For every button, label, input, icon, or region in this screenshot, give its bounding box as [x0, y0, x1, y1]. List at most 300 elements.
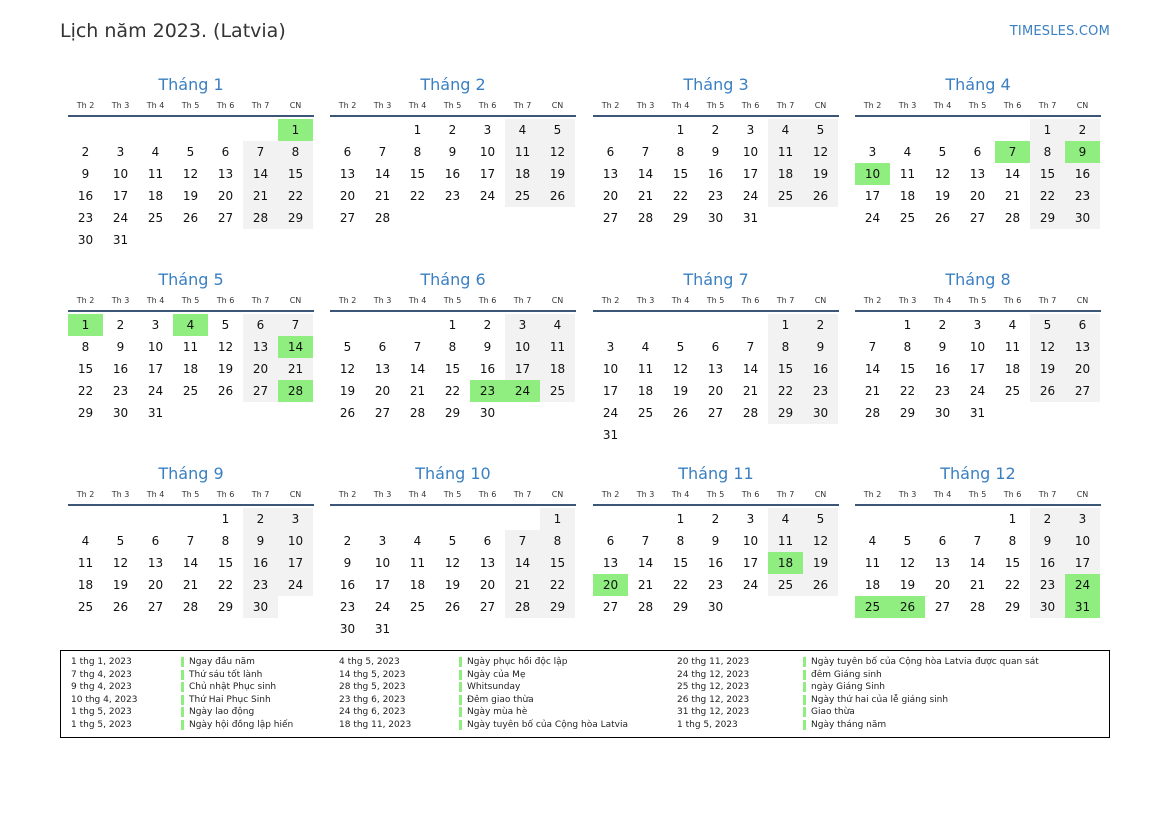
day-cell: 6	[711, 340, 720, 354]
weekday-label: Th 7	[776, 490, 795, 499]
brand-link[interactable]: TIMESLES.COM	[1009, 24, 1110, 39]
day-cell: 28	[374, 211, 391, 225]
day-cell: 25	[768, 185, 803, 207]
legend-item	[71, 681, 293, 694]
day-cell: 2	[938, 318, 947, 332]
legend-column	[677, 656, 1039, 732]
day-cell: 29	[672, 211, 689, 225]
legend-column	[71, 656, 293, 732]
day-cell: 7	[641, 145, 650, 159]
day-cell: 29	[768, 402, 803, 424]
weekday-label: Th 5	[181, 490, 200, 499]
day-cell: 30	[803, 402, 838, 424]
holiday-name: Thứ sáu tốt lành	[189, 669, 263, 680]
day-cell: 8	[903, 340, 912, 354]
weekday-label: Th 3	[898, 296, 917, 305]
day-cell: 9	[343, 556, 352, 570]
day-cell: 19	[444, 578, 461, 592]
day-cell: 19	[899, 578, 916, 592]
weekday-label: CN	[1076, 296, 1089, 305]
day-cell: 3	[746, 512, 755, 526]
weekday-label: Th 4	[408, 101, 427, 110]
day-cell: 22	[1030, 185, 1065, 207]
month-4	[855, 73, 1101, 229]
day-cell: 28	[409, 406, 426, 420]
day-cell: 19	[672, 384, 689, 398]
weekday-label: CN	[1076, 101, 1089, 110]
day-cell: 5	[186, 145, 195, 159]
day-cell: 22	[77, 384, 94, 398]
day-cell: 30	[112, 406, 129, 420]
holiday-name: Ngày mùa hè	[467, 707, 528, 718]
weekday-label: Th 4	[671, 296, 690, 305]
day-cell: 26	[1030, 380, 1065, 402]
weekday-label: Th 2	[863, 490, 882, 499]
day-cell: 25	[77, 600, 94, 614]
holiday-day-cell: 24	[1065, 574, 1100, 596]
day-cell: 26	[934, 211, 951, 225]
day-cell: 16	[112, 362, 129, 376]
day-cell: 17	[505, 358, 540, 380]
weekday-label: Th 7	[251, 296, 270, 305]
day-cell: 19	[803, 552, 838, 574]
holiday-date: 1 thg 5, 2023	[677, 719, 738, 730]
weekday-label: Th 2	[601, 296, 620, 305]
day-cell: 9	[243, 530, 278, 552]
day-cell: 8	[676, 534, 685, 548]
day-cell: 11	[864, 556, 881, 570]
weekday-label: CN	[551, 101, 564, 110]
day-cell: 10	[112, 167, 129, 181]
day-cell: 9	[483, 340, 492, 354]
day-cell: 12	[803, 141, 838, 163]
day-cell: 15	[278, 163, 313, 185]
day-cell: 11	[768, 530, 803, 552]
weekday-label: Th 7	[251, 490, 270, 499]
month-title: Tháng 1	[158, 75, 224, 94]
weekday-label: Th 5	[706, 296, 725, 305]
legend-item	[339, 719, 628, 732]
holiday-marker-icon	[181, 682, 184, 692]
legend-item	[339, 681, 628, 694]
holiday-day-cell: 25	[855, 596, 890, 618]
day-cell: 15	[1004, 556, 1021, 570]
day-grid	[68, 508, 314, 618]
day-cell: 18	[77, 578, 94, 592]
day-cell: 28	[182, 600, 199, 614]
weekday-label: Th 4	[671, 490, 690, 499]
holiday-day-cell: 18	[768, 552, 803, 574]
holiday-marker-icon	[459, 657, 462, 667]
holiday-name: Ngày tuyên bố của Cộng hòa Latvia	[467, 719, 628, 730]
weekday-label: Th 5	[181, 101, 200, 110]
day-cell: 9	[81, 167, 90, 181]
month-1	[68, 73, 314, 251]
day-cell: 24	[147, 384, 164, 398]
day-cell: 8	[1030, 141, 1065, 163]
day-cell: 12	[444, 556, 461, 570]
month-title: Tháng 5	[158, 270, 224, 289]
weekday-label: Th 3	[898, 490, 917, 499]
weekday-label: Th 2	[863, 296, 882, 305]
day-cell: 4	[903, 145, 912, 159]
day-cell: 13	[243, 336, 278, 358]
day-cell: 27	[707, 406, 724, 420]
holiday-name: Ngày tuyên bố của Cộng hòa Latvia được quan sát	[811, 657, 1039, 667]
day-cell: 5	[343, 340, 352, 354]
day-cell: 22	[540, 574, 575, 596]
day-cell: 11	[505, 141, 540, 163]
day-cell: 8	[1008, 534, 1017, 548]
day-grid	[855, 119, 1101, 229]
day-cell: 29	[444, 406, 461, 420]
day-cell: 13	[479, 556, 496, 570]
day-cell: 4	[151, 145, 160, 159]
day-cell: 20	[374, 384, 391, 398]
holiday-name: Giao thừa	[811, 707, 855, 718]
day-cell: 17	[147, 362, 164, 376]
day-cell: 17	[969, 362, 986, 376]
weekday-label: Th 6	[1003, 490, 1022, 499]
holiday-day-cell: 1	[278, 119, 313, 141]
day-cell: 15	[899, 362, 916, 376]
day-cell: 29	[217, 600, 234, 614]
day-cell: 2	[483, 318, 492, 332]
weekday-label: CN	[551, 490, 564, 499]
day-cell: 14	[637, 556, 654, 570]
day-cell: 1	[676, 123, 685, 137]
day-cell: 5	[938, 145, 947, 159]
weekday-label: Th 7	[776, 296, 795, 305]
day-cell: 25	[768, 574, 803, 596]
weekday-header	[593, 99, 839, 117]
day-cell: 19	[1030, 358, 1065, 380]
day-cell: 18	[409, 578, 426, 592]
legend-item	[71, 719, 293, 732]
day-cell: 20	[602, 189, 619, 203]
weekday-label: Th 5	[443, 296, 462, 305]
day-cell: 1	[540, 508, 575, 530]
day-cell: 1	[448, 318, 457, 332]
day-cell: 28	[505, 596, 540, 618]
weekday-label: CN	[814, 490, 827, 499]
weekday-header	[593, 294, 839, 312]
day-cell: 26	[182, 211, 199, 225]
holiday-marker-icon	[181, 707, 184, 717]
day-cell: 23	[707, 578, 724, 592]
day-cell: 11	[899, 167, 916, 181]
day-cell: 1	[903, 318, 912, 332]
weekday-label: Th 7	[1038, 101, 1057, 110]
weekday-label: Th 5	[181, 296, 200, 305]
legend-item	[677, 694, 1039, 707]
day-cell: 3	[278, 508, 313, 530]
weekday-label: Th 4	[146, 101, 165, 110]
day-cell: 18	[899, 189, 916, 203]
day-cell: 11	[77, 556, 94, 570]
day-cell: 15	[409, 167, 426, 181]
day-cell: 22	[409, 189, 426, 203]
weekday-label: Th 2	[76, 296, 95, 305]
day-cell: 26	[339, 406, 356, 420]
day-cell: 7	[868, 340, 877, 354]
holiday-marker-icon	[181, 670, 184, 680]
day-cell: 12	[672, 362, 689, 376]
day-cell: 17	[278, 552, 313, 574]
weekday-label: Th 5	[968, 296, 987, 305]
day-cell: 2	[243, 508, 278, 530]
legend-item	[339, 669, 628, 682]
day-cell: 27	[602, 211, 619, 225]
day-cell: 24	[969, 384, 986, 398]
day-cell: 23	[112, 384, 129, 398]
day-cell: 4	[540, 314, 575, 336]
day-cell: 12	[899, 556, 916, 570]
day-cell: 24	[742, 578, 759, 592]
day-cell: 4	[641, 340, 650, 354]
month-12	[855, 462, 1101, 618]
holiday-day-cell: 31	[1065, 596, 1100, 618]
day-cell: 5	[116, 534, 125, 548]
weekday-label: Th 5	[443, 490, 462, 499]
legend-item	[71, 694, 293, 707]
day-cell: 13	[339, 167, 356, 181]
day-cell: 24	[742, 189, 759, 203]
holiday-marker-icon	[803, 682, 806, 692]
weekday-label: CN	[289, 101, 302, 110]
day-cell: 23	[707, 189, 724, 203]
day-cell: 11	[147, 167, 164, 181]
holiday-marker-icon	[803, 707, 806, 717]
day-cell: 3	[378, 534, 387, 548]
day-cell: 6	[606, 145, 615, 159]
day-cell: 25	[147, 211, 164, 225]
month-title: Tháng 9	[158, 464, 224, 483]
day-cell: 3	[1065, 508, 1100, 530]
weekday-label: Th 6	[216, 296, 235, 305]
day-cell: 26	[803, 185, 838, 207]
weekday-label: Th 3	[111, 490, 130, 499]
weekday-label: Th 2	[338, 296, 357, 305]
day-cell: 25	[1004, 384, 1021, 398]
day-cell: 20	[1065, 358, 1100, 380]
day-cell: 23	[243, 574, 278, 596]
day-cell: 27	[217, 211, 234, 225]
month-title: Tháng 12	[940, 464, 1016, 483]
weekday-header	[68, 488, 314, 506]
day-cell: 18	[637, 384, 654, 398]
weekday-label: Th 2	[76, 101, 95, 110]
day-cell: 23	[77, 211, 94, 225]
day-cell: 18	[505, 163, 540, 185]
day-cell: 28	[742, 406, 759, 420]
day-cell: 27	[374, 406, 391, 420]
day-cell: 17	[602, 384, 619, 398]
day-cell: 17	[1065, 552, 1100, 574]
holiday-day-cell: 10	[855, 163, 890, 185]
holiday-date: 28 thg 5, 2023	[339, 682, 406, 693]
day-cell: 27	[602, 600, 619, 614]
day-cell: 21	[182, 578, 199, 592]
day-cell: 8	[413, 145, 422, 159]
day-cell: 29	[278, 207, 313, 229]
day-grid	[855, 508, 1101, 618]
month-8	[855, 268, 1101, 424]
weekday-label: Th 7	[513, 101, 532, 110]
day-grid	[330, 314, 576, 424]
day-grid	[593, 119, 839, 229]
month-title: Tháng 10	[415, 464, 491, 483]
day-cell: 13	[147, 556, 164, 570]
day-cell: 16	[707, 167, 724, 181]
weekday-label: Th 4	[146, 490, 165, 499]
day-cell: 19	[112, 578, 129, 592]
day-cell: 3	[746, 123, 755, 137]
day-cell: 31	[147, 406, 164, 420]
day-cell: 25	[505, 185, 540, 207]
day-cell: 4	[868, 534, 877, 548]
day-cell: 27	[243, 380, 278, 402]
holiday-marker-icon	[181, 657, 184, 667]
day-cell: 26	[112, 600, 129, 614]
holiday-marker-icon	[459, 695, 462, 705]
day-cell: 26	[540, 185, 575, 207]
weekday-label: Th 3	[636, 296, 655, 305]
day-cell: 30	[934, 406, 951, 420]
day-cell: 17	[742, 167, 759, 181]
day-cell: 21	[637, 578, 654, 592]
weekday-label: CN	[289, 490, 302, 499]
holiday-marker-icon	[803, 670, 806, 680]
weekday-header	[330, 99, 576, 117]
day-cell: 13	[934, 556, 951, 570]
day-cell: 8	[768, 336, 803, 358]
holiday-marker-icon	[181, 695, 184, 705]
holiday-date: 31 thg 12, 2023	[677, 707, 750, 718]
holiday-day-cell: 24	[505, 380, 540, 402]
holiday-day-cell: 4	[173, 314, 208, 336]
day-cell: 29	[540, 596, 575, 618]
day-cell: 11	[409, 556, 426, 570]
day-cell: 14	[1004, 167, 1021, 181]
day-cell: 6	[973, 145, 982, 159]
day-cell: 29	[899, 406, 916, 420]
weekday-label: Th 2	[601, 101, 620, 110]
day-cell: 16	[243, 552, 278, 574]
day-cell: 5	[803, 508, 838, 530]
month-11	[593, 462, 839, 618]
legend-column	[339, 656, 628, 732]
day-cell: 10	[602, 362, 619, 376]
day-cell: 6	[938, 534, 947, 548]
holiday-marker-icon	[459, 682, 462, 692]
day-cell: 10	[505, 336, 540, 358]
weekday-header	[855, 488, 1101, 506]
holiday-name: Ngày của Mẹ	[467, 669, 526, 680]
day-cell: 23	[1065, 185, 1100, 207]
day-cell: 15	[768, 358, 803, 380]
holiday-name: Ngày phục hồi độc lập	[467, 657, 568, 667]
day-cell: 2	[116, 318, 125, 332]
day-cell: 3	[151, 318, 160, 332]
day-cell: 9	[711, 145, 720, 159]
day-cell: 16	[479, 362, 496, 376]
legend-item	[339, 694, 628, 707]
weekday-label: Th 7	[513, 490, 532, 499]
holiday-date: 26 thg 12, 2023	[677, 694, 750, 705]
day-cell: 6	[221, 145, 230, 159]
day-cell: 25	[409, 600, 426, 614]
holiday-date: 14 thg 5, 2023	[339, 669, 406, 680]
holiday-name: Ngày hội đồng lập hiến	[189, 719, 294, 730]
day-cell: 5	[221, 318, 230, 332]
month-title: Tháng 7	[683, 270, 749, 289]
weekday-label: Th 7	[1038, 296, 1057, 305]
day-cell: 19	[803, 163, 838, 185]
holiday-legend	[60, 650, 1110, 738]
weekday-label: Th 3	[373, 101, 392, 110]
day-cell: 5	[448, 534, 457, 548]
day-cell: 9	[938, 340, 947, 354]
holiday-day-cell: 20	[593, 574, 628, 596]
weekday-label: Th 3	[111, 101, 130, 110]
holiday-date: 10 thg 4, 2023	[71, 694, 138, 705]
weekday-label: CN	[814, 296, 827, 305]
weekday-label: Th 6	[1003, 296, 1022, 305]
day-cell: 31	[969, 406, 986, 420]
holiday-name: Đêm giao thừa	[467, 694, 534, 705]
day-cell: 17	[864, 189, 881, 203]
weekday-header	[68, 99, 314, 117]
day-cell: 20	[479, 578, 496, 592]
legend-item	[71, 656, 293, 669]
day-cell: 6	[343, 145, 352, 159]
day-cell: 17	[479, 167, 496, 181]
day-cell: 30	[707, 600, 724, 614]
day-cell: 4	[81, 534, 90, 548]
day-cell: 7	[186, 534, 195, 548]
day-cell: 9	[711, 534, 720, 548]
month-2	[330, 73, 576, 229]
day-cell: 24	[112, 211, 129, 225]
day-cell: 25	[182, 384, 199, 398]
holiday-name: Ngay đầu năm	[189, 657, 255, 667]
day-cell: 10	[278, 530, 313, 552]
day-cell: 13	[969, 167, 986, 181]
day-cell: 31	[602, 428, 619, 442]
day-grid	[68, 314, 314, 424]
day-cell: 10	[742, 145, 759, 159]
day-cell: 29	[1030, 207, 1065, 229]
day-cell: 16	[934, 362, 951, 376]
month-title: Tháng 6	[420, 270, 486, 289]
weekday-label: Th 6	[478, 101, 497, 110]
day-cell: 5	[903, 534, 912, 548]
day-cell: 19	[934, 189, 951, 203]
day-cell: 24	[374, 600, 391, 614]
day-cell: 22	[899, 384, 916, 398]
months-grid	[68, 73, 1101, 643]
holiday-date: 18 thg 11, 2023	[339, 719, 412, 730]
day-cell: 21	[637, 189, 654, 203]
day-cell: 10	[147, 340, 164, 354]
day-cell: 28	[243, 207, 278, 229]
day-cell: 28	[1004, 211, 1021, 225]
day-cell: 28	[637, 600, 654, 614]
day-cell: 14	[409, 362, 426, 376]
day-cell: 2	[803, 314, 838, 336]
day-cell: 20	[147, 578, 164, 592]
